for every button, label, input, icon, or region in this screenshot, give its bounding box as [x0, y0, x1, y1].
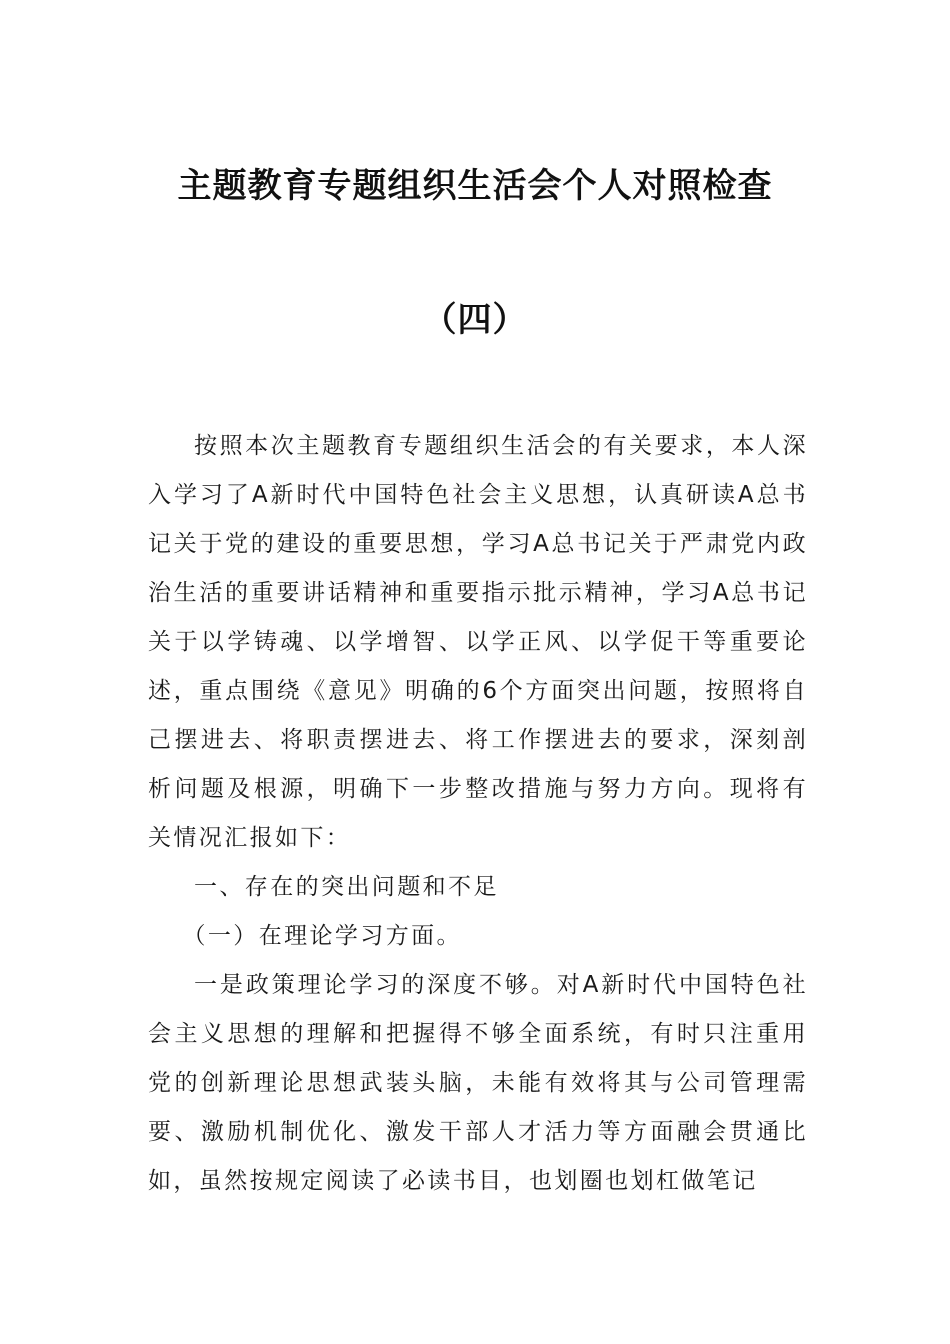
intro-paragraph: 按照本次主题教育专题组织生活会的有关要求，本人深入学习了A新时代中国特色社会主义思想，认真研读A总书记关于党的建设的重要思想，学习A总书记关于严肃党内政治生活的重要讲话精神和重要指示批示精神，学习A总书记关于以学铸魂、以学增智、以学正风、以学促干等重要论述，重点围绕《意见》明确的6个方面突出问题，按照将自己摆进去、将职责摆进去、将工作摆进去的要求，深刻剖析问题及根源，明确下一步整改措施与努力方向。现将有关情况汇报如下：: [148, 433, 808, 851]
section-heading: 一、存在的突出问题和不足: [194, 874, 499, 900]
document-subtitle: （四）: [422, 300, 528, 340]
subsection-heading: （一）在理论学习方面。: [182, 923, 462, 949]
body-paragraph: 一是政策理论学习的深度不够。对A新时代中国特色社会主义思想的理解和把握得不够全面系统，有时只注重用党的创新理论思想武装头脑，未能有效将其与公司管理需要、激励机制优化、激发干部人才活力等方面融会贯通比如，虽然按规定阅读了必读书目，也划圈也划杠做笔记: [148, 972, 808, 1194]
document-title: 主题教育专题组织生活会个人对照检查: [177, 166, 773, 206]
document-body: [148, 422, 808, 1206]
